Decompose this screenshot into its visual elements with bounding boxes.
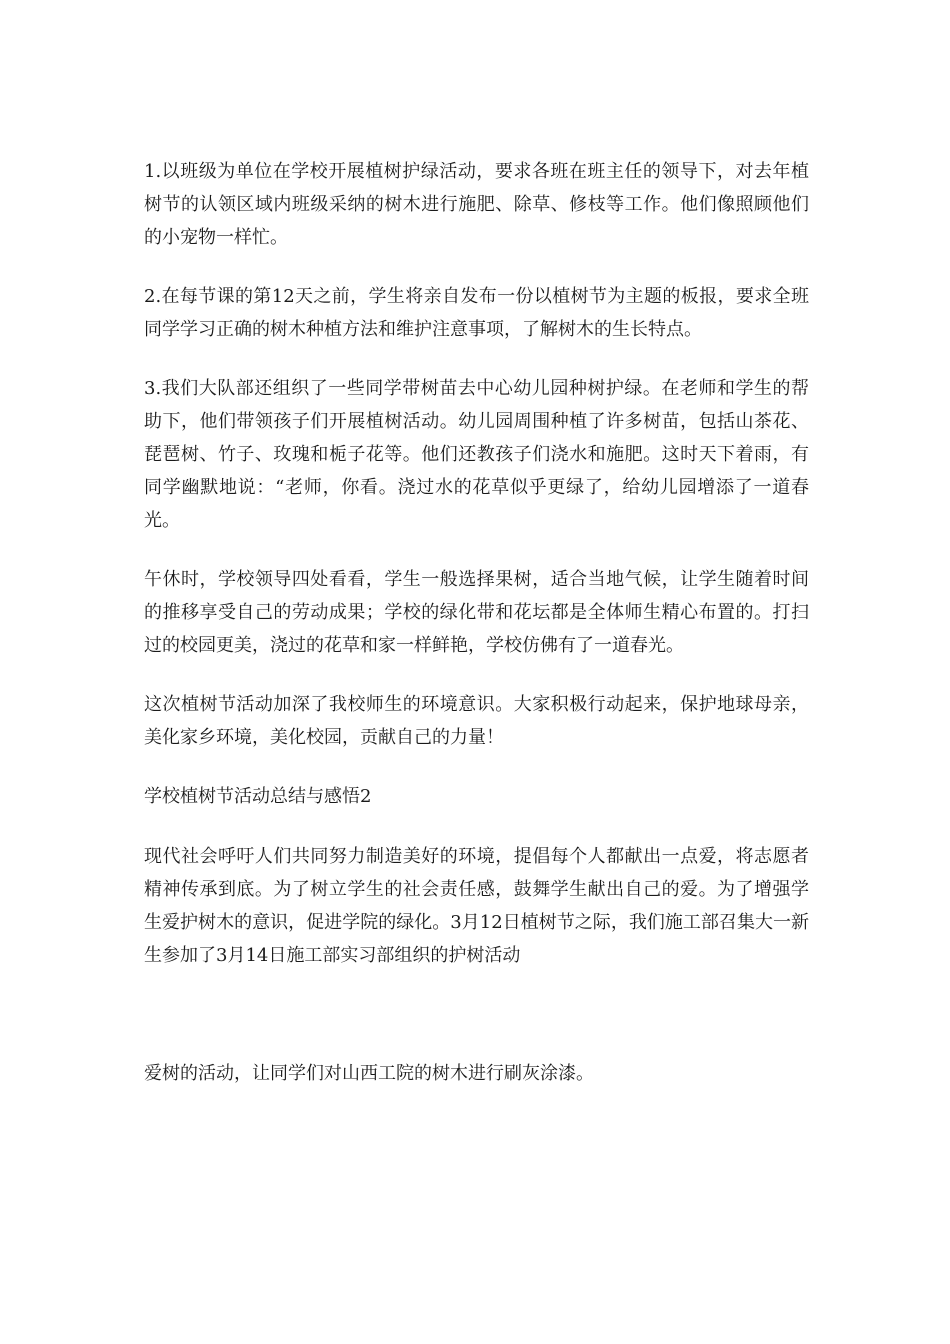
section-paragraph-1: 现代社会呼吁人们共同努力制造美好的环境，提倡每个人都献出一点爱，将志愿者精神传承到底。为了树立学生的社会责任感，鼓舞学生献出自己的爱。为了增强学生爱护树木的意识，促进学院的绿化。3月12日植树节之际，我们施工部召集大一新生参加了3月14日施工部实习部组织的护树活动 bbox=[144, 846, 809, 966]
paragraph-4: 午休时，学校领导四处看看，学生一般选择果树，适合当地气候，让学生随着时间的推移享受自己的劳动成果；学校的绿化带和花坛都是全体师生精心布置的。打扫过的校园更美，浇过的花草和家一样鲜艳，学校仿佛有了一道春光。 bbox=[144, 569, 809, 656]
paragraph-3: 3.我们大队部还组织了一些同学带树苗去中心幼儿园种树护绿。在老师和学生的帮助下，他们带领孩子们开展植树活动。幼儿园周围种植了许多树苗，包括山茶花、琵琶树、竹子、玫瑰和栀子花等。他们还教孩子们浇水和施肥。这时天下着雨，有同学幽默地说：“老师，你看。浇过水的花草似乎更绿了，给幼儿园增添了一道春光。 bbox=[144, 378, 809, 531]
section-title: 学校植树节活动总结与感悟2 bbox=[144, 786, 372, 807]
paragraph-1: 1.以班级为单位在学校开展植树护绿活动，要求各班在班主任的领导下，对去年植树节的认领区域内班级采纳的树木进行施肥、除草、修枝等工作。他们像照顾他们的小宠物一样忙。 bbox=[144, 161, 809, 248]
paragraph-5: 这次植树节活动加深了我校师生的环境意识。大家积极行动起来，保护地球母亲，美化家乡环境，美化校园，贡献自己的力量！ bbox=[144, 694, 809, 748]
paragraph-2: 2.在每节课的第12天之前，学生将亲自发布一份以植树节为主题的板报，要求全班同学学习正确的树木种植方法和维护注意事项，了解树木的生长特点。 bbox=[144, 286, 809, 340]
section-paragraph-2: 爱树的活动，让同学们对山西工院的树木进行刷灰涂漆。 bbox=[144, 1063, 594, 1084]
document-body bbox=[144, 155, 809, 1116]
